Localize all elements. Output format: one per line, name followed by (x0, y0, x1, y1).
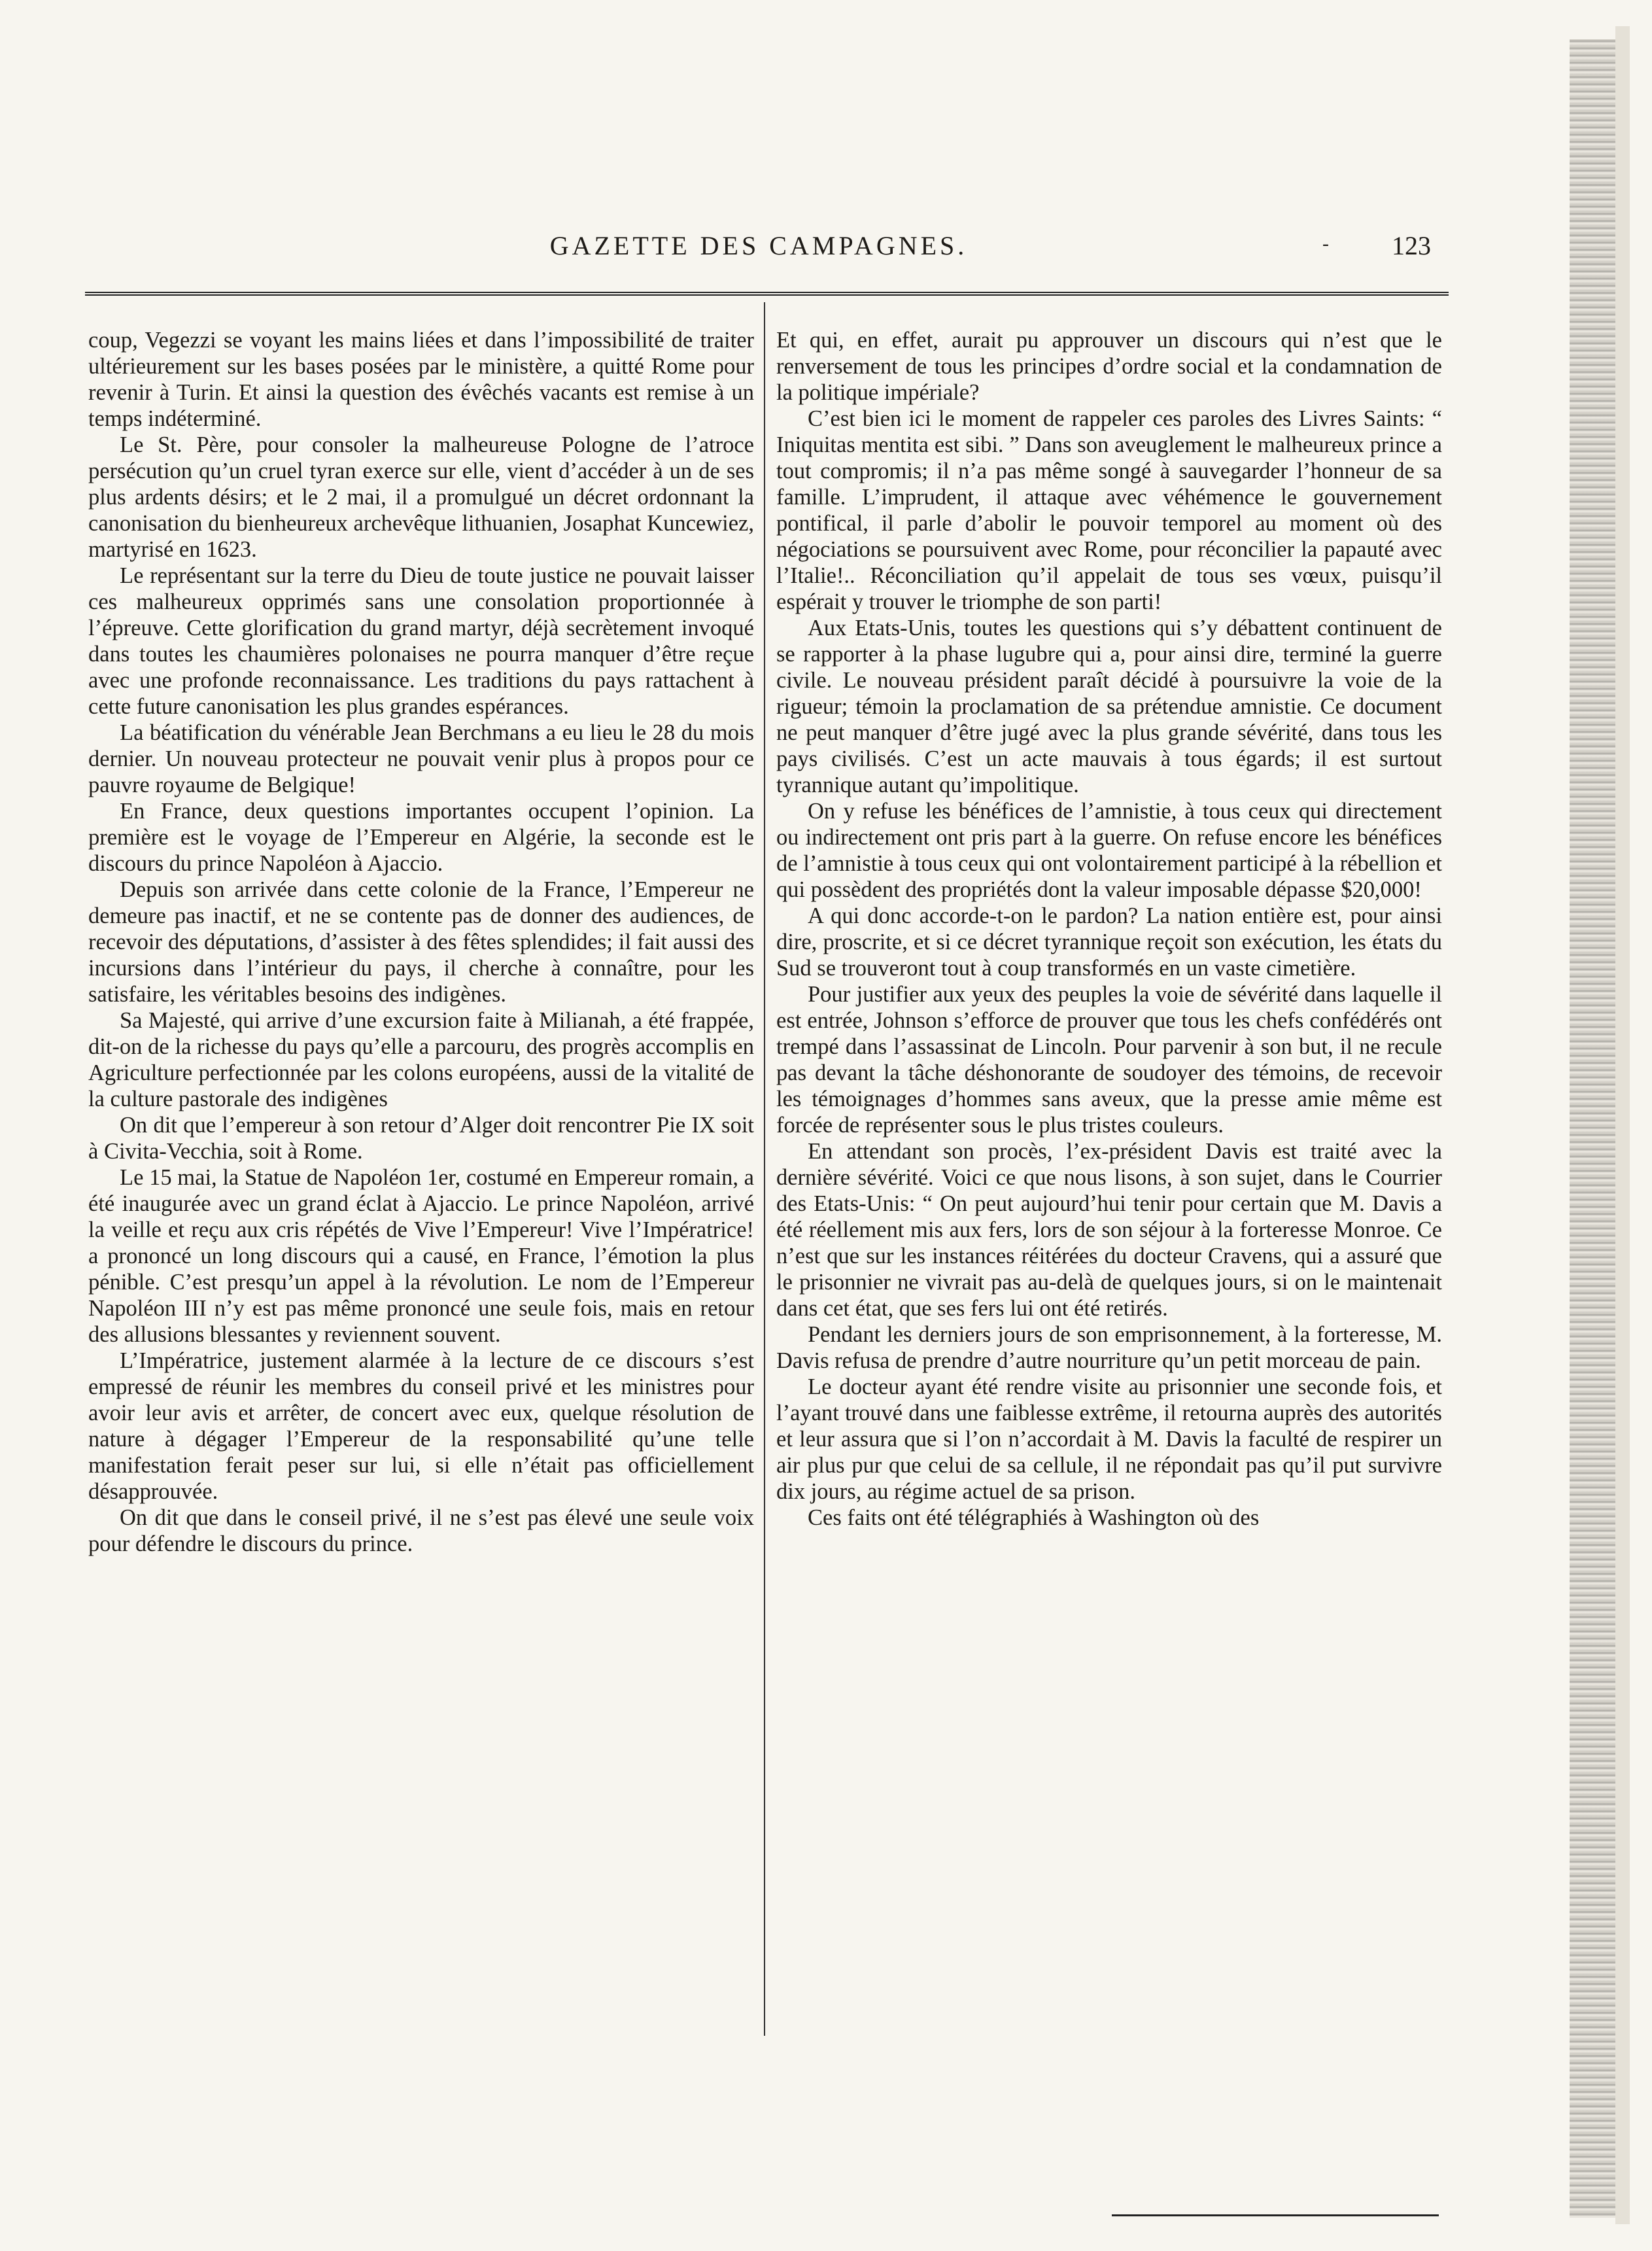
right-text-column (776, 327, 1442, 1531)
column-divider-rule (764, 302, 765, 2036)
right-paragraph: On y refuse les bénéfices de l’amnistie, à tous ceux qui directement ou indirectement ont pris part à la guerre. On refuse encore les bénéfices de l’amnistie à tous ceux qui ont volontairement participé à la rébellion et qui possèdent des propriétés dont la valeur imposable dépasse $20,000! (776, 799, 1442, 902)
left-paragraph: Sa Majesté, qui arrive d’une excursion faite à Milianah, a été frappée, dit-on de la richesse du pays qu’elle a parcouru, des progrès accomplis en Agriculture perfectionnée par les colons européens, aussi de la vitalité de la culture pastorale des indigènes (88, 1008, 754, 1111)
right-paragraph: Pendant les derniers jours de son emprisonnement, à la forteresse, M. Davis refusa de prendre d’autre nourriture qu’un petit morceau de pain. (776, 1322, 1442, 1373)
page-header-title: GAZETTE DES CAMPAGNES. (549, 231, 968, 260)
scan-binding-edge (1570, 39, 1615, 2218)
left-paragraph: Le 15 mai, la Statue de Napoléon 1er, costumé en Empereur romain, a été inaugurée avec un grand éclat à Ajaccio. Le prince Napoléon, arrivé la veille et reçu aux cris répétés de Vive l’Empereur! Vive l’Impératrice! a prononcé un long discours qui a causé, en France, l’émotion la plus pénible. C’est presqu’un appel à la révolution. Le nom de l’Empereur Napoléon III n’y est pas même prononcé une seule fois, mais en retour des allusions blessantes y reviennent souvent. (88, 1165, 754, 1347)
left-paragraph: On dit que dans le conseil privé, il ne s’est pas élevé une seule voix pour défendre le discours du prince. (88, 1505, 754, 1556)
footer-rule (1112, 2214, 1439, 2216)
page-number: 123 (1392, 231, 1431, 260)
right-paragraph: Ces faits ont été télégraphiés à Washington où des (808, 1505, 1260, 1530)
right-paragraph: En attendant son procès, l’ex-président Davis est traité avec la dernière sévérité. Voici ce que nous lisons, à son sujet, dans le Courrier des Etats-Unis: “ On peut aujourd’hui tenir pour certain que M. Davis a été réellement mis aux fers, lors de son séjour à la forteresse Monroe. Ce n’est que sur les instances réitérées du docteur Cravens, qui a assuré que le prisonnier ne vivrait pas au-delà de quelques jours, si on le maintenait dans cet état, que ses fers lui ont été retirés. (776, 1139, 1442, 1321)
left-paragraph: L’Impératrice, justement alarmée à la lecture de ce discours s’est empressé de réunir les membres du conseil privé et les ministres pour avoir leur avis et arrêter, de concert avec eux, quelque résolution de nature à dégager l’Empereur de la responsabilité qu’une telle manifestation ferait peser sur lui, si elle n’était pas officiellement désapprouvée. (88, 1348, 754, 1504)
left-paragraph: La béatification du vénérable Jean Berchmans a eu lieu le 28 du mois dernier. Un nouveau protecteur ne pouvait venir plus à propos pour ce pauvre royaume de Belgique! (88, 720, 754, 797)
header-dash-mark: - (1322, 233, 1329, 254)
scan-page-edge (1615, 26, 1630, 2224)
left-paragraph: Le St. Père, pour consoler la malheureuse Pologne de l’atroce persécution qu’un cruel tyran exerce sur elle, vient d’accéder à un de ses plus ardents désirs; et le 2 mai, il a promulgué un décret ordonnant la canonisation du bienheureux archevêque lithuanien, Josaphat Kuncewiez, martyrisé en 1623. (88, 432, 754, 562)
left-paragraph: Depuis son arrivée dans cette colonie de la France, l’Empereur ne demeure pas inactif, et ne se contente pas de donner des audiences, de recevoir des députations, d’assister à des fêtes splendides; il fait aussi des incursions dans l’intérieur du pays, il cherche à connaître, pour les satisfaire, les véritables besoins des indigènes. (88, 877, 754, 1007)
right-paragraph: A qui donc accorde-t-on le pardon? La nation entière est, pour ainsi dire, proscrite, et si ce décret tyrannique reçoit son exécution, les états du Sud se trouveront tout à coup transformés en un vaste cimetière. (776, 903, 1442, 981)
left-text-column (88, 327, 754, 1557)
left-paragraph: Le représentant sur la terre du Dieu de toute justice ne pouvait laisser ces malheureux opprimés sans une consolation proportionnée à l’épreuve. Cette glorification du grand martyr, déjà secrètement invoqué dans toutes les chaumières polonaises ne pourra manquer d’être reçue avec une profonde reconnaissance. Les traditions du pays rattachent à cette future canonisation les plus grandes espérances. (88, 563, 754, 719)
right-paragraph: Aux Etats-Unis, toutes les questions qui s’y débattent continuent de se rapporter à la phase lugubre qui a, pour ainsi dire, terminé la guerre civile. Le nouveau président paraît décidé à poursuivre la voie de la rigueur; témoin la proclamation de sa prétendue amnistie. Ce document ne peut manquer d’être jugé avec la plus grande sévérité, dans tous les pays civilisés. C’est un acte mauvais à tous égards; il est surtout tyrannique autant qu’impolitique. (776, 616, 1442, 797)
left-paragraph: En France, deux questions importantes occupent l’opinion. La première est le voyage de l’Empereur en Algérie, la seconde est le discours du prince Napoléon à Ajaccio. (88, 799, 754, 876)
right-paragraph: Le docteur ayant été rendre visite au prisonnier une seconde fois, et l’ayant trouvé dans une faiblesse extrême, il retourna auprès des autorités et leur assura que si l’on n’accordait à M. Davis la faculté de respirer un air plus pur que celui de sa cellule, il ne répondait pas qu’il put survivre dix jours, au régime actuel de sa prison. (776, 1374, 1442, 1504)
right-paragraph: C’est bien ici le moment de rappeler ces paroles des Livres Saints: “ Iniquitas mentita est sibi. ” Dans son aveuglement le malheureux prince a tout compromis; il n’a pas même songé à sauvegarder l’honneur de sa famille. L’imprudent, il attaque avec véhémence le gouvernement pontifical, il parle d’abolir le pouvoir temporel au moment où des négociations se poursuivent avec Rome, pour réconcilier la papauté avec l’Italie!.. Réconciliation qu’il appelait de tous ses vœux, puisqu’il espérait y trouver le triomphe de son parti! (776, 406, 1442, 614)
left-paragraph: coup, Vegezzi se voyant les mains liées et dans l’impossibilité de traiter ultérieurement sur les bases posées par le ministère, a quitté Rome pour revenir à Turin. Et ainsi la question des évêchés vacants est remise à un temps indéterminé. (88, 328, 754, 431)
header-double-rule (85, 292, 1449, 298)
left-paragraph: On dit que l’empereur à son retour d’Alger doit rencontrer Pie IX soit à Civita-Vecchia, soit à Rome. (88, 1113, 754, 1164)
right-paragraph: Pour justifier aux yeux des peuples la voie de sévérité dans laquelle il est entrée, Johnson s’efforce de prouver que tous les chefs confédérés ont trempé dans l’assassinat de Lincoln. Pour parvenir à son but, il ne recule pas devant la tâche déshonorante de soudoyer des témoins, de recevoir les témoignages d’hommes sans aveux, que la presse amie même est forcée de représenter sous le plus tristes couleurs. (776, 982, 1442, 1138)
right-paragraph: Et qui, en effet, aurait pu approuver un discours qui n’est que le renversement de tous les principes d’ordre social et la condamnation de la politique impériale? (776, 328, 1442, 405)
